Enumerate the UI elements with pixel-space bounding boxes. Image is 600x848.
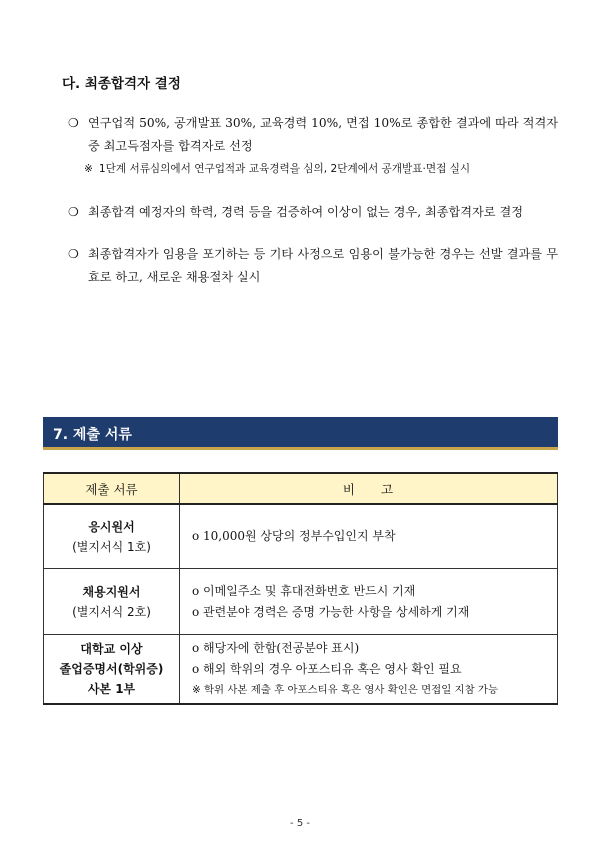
- document-name-line: 졸업증명서(학위증): [59, 662, 164, 676]
- document-name-line: 대학교 이상: [80, 642, 143, 656]
- document-form-ref: (별지서식 2호): [72, 604, 151, 619]
- bullet-item: [68, 201, 558, 224]
- bullet-item: [68, 112, 558, 158]
- bullet-circle-icon: ❍: [68, 116, 79, 130]
- note-line: [84, 161, 564, 177]
- page-number: - 5 -: [290, 818, 310, 829]
- table-row: [44, 504, 558, 569]
- bullet-text: 최종합격자가 임용을 포기하는 등 기타 사정으로 임용이 불가능한 경우는 선발 결과를 무효로 하고, 새로운 채용절차 실시: [88, 247, 558, 284]
- remarks-cell: [180, 569, 558, 635]
- remark-line: o 해외 학위의 경우 아포스티유 혹은 영사 확인 필요: [192, 661, 462, 676]
- remark-line: o 10,000원 상당의 정부수입인지 부착: [192, 529, 396, 543]
- remarks-cell: [180, 504, 558, 569]
- section-header-bar: [43, 417, 558, 450]
- remarks-cell: [180, 635, 558, 705]
- table-row: [44, 569, 558, 635]
- reference-mark-icon: ※: [84, 163, 93, 175]
- header-remarks: 비고: [180, 473, 558, 504]
- document-name: 채용지원서: [82, 584, 141, 599]
- document-name: 응시원서: [88, 519, 135, 534]
- document-name-line: 사본 1부: [87, 682, 136, 696]
- document-name-cell: [44, 635, 180, 705]
- header-documents: 제출 서류: [44, 473, 180, 504]
- remark-line: o 관련분야 경력은 증명 가능한 사항을 상세하게 기재: [192, 604, 470, 619]
- section-title: 7. 제출 서류: [53, 427, 132, 443]
- bullet-circle-icon: ❍: [68, 247, 79, 261]
- remark-line: o 해당자에 한함(전공분야 표시): [192, 640, 360, 655]
- bullet-text: 최종합격 예정자의 학력, 경력 등을 검증하여 이상이 없는 경우, 최종합격자로 결정: [88, 205, 524, 219]
- document-form-ref: (별지서식 1호): [72, 539, 151, 554]
- documents-table: [43, 472, 558, 705]
- bullet-circle-icon: ❍: [68, 205, 79, 219]
- bullet-text: 연구업적 50%, 공개발표 30%, 교육경력 10%, 면접 10%로 종합한 결과에 따라 적격자 중 최고득점자를 합격자로 선정: [88, 116, 558, 153]
- document-name-cell: [44, 504, 180, 569]
- note-text: 1단계 서류심의에서 연구업적과 교육경력을 심의, 2단계에서 공개발표·면접 실시: [98, 163, 471, 175]
- bullet-item: [68, 243, 558, 289]
- section-d-title: 다. 최종합격자 결정: [62, 76, 181, 92]
- remark-note: ※ 학위 사본 제출 후 아포스티유 혹은 영사 확인은 면접일 지참 가능: [192, 683, 499, 696]
- document-name-cell: [44, 569, 180, 635]
- table-row: [44, 635, 558, 705]
- remark-line: o 이메일주소 및 휴대전화번호 반드시 기재: [192, 583, 416, 598]
- table-header-row: [44, 473, 558, 504]
